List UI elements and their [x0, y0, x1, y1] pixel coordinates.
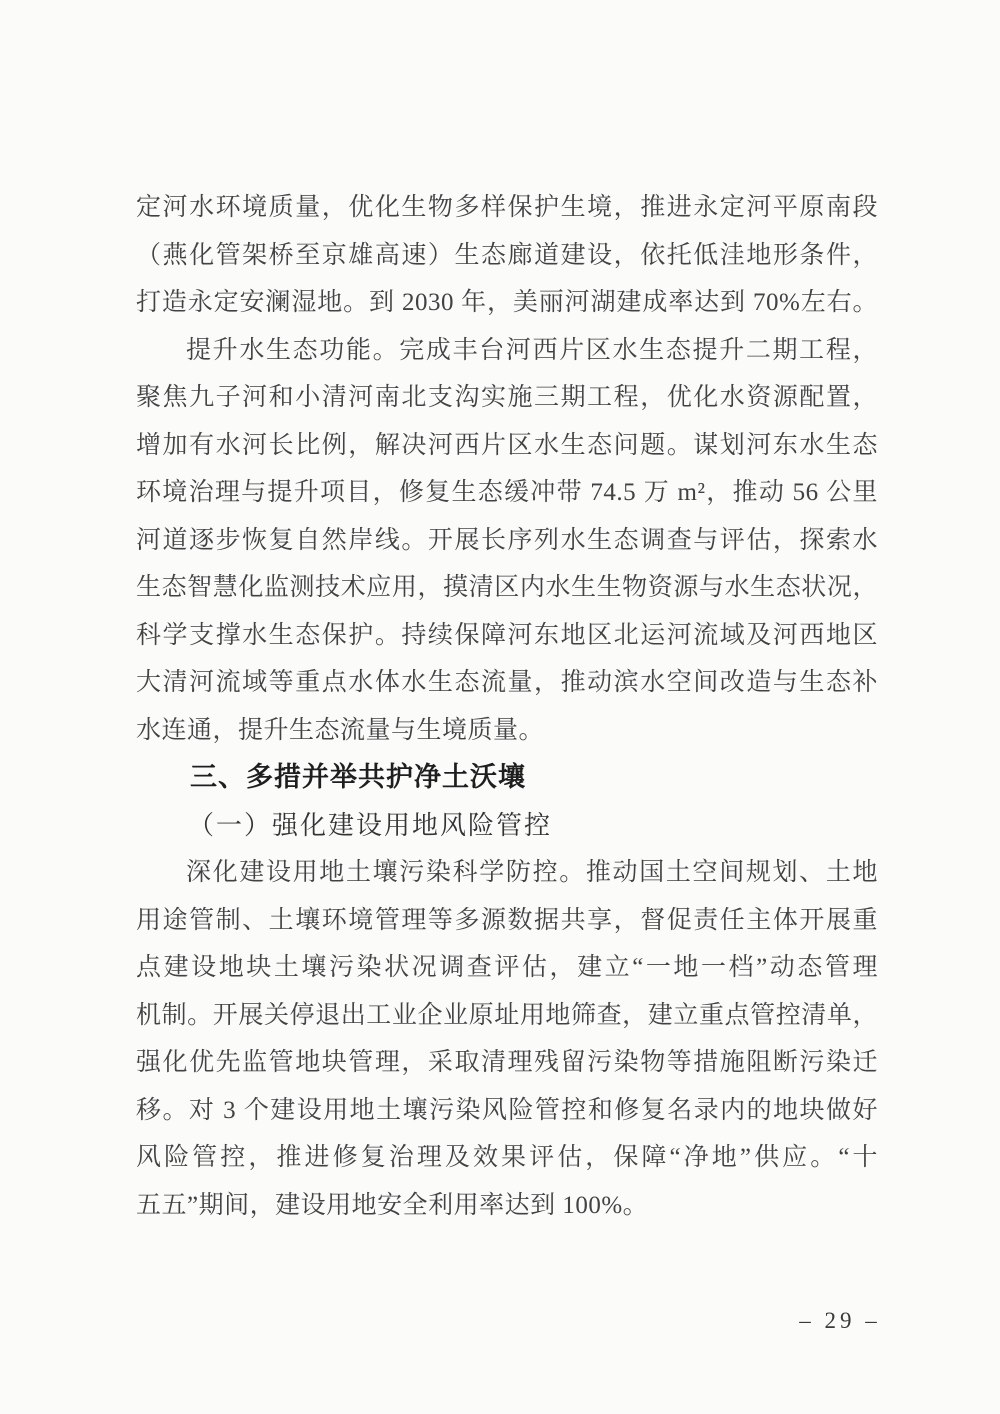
body-line: 强化优先监管地块管理，采取清理残留污染物等措施阻断污染迁: [136, 1049, 878, 1076]
body-line: 大清河流域等重点水体水生态流量，推动滨水空间改造与生态补: [136, 669, 878, 696]
body-line: 河道逐步恢复自然岸线。开展长序列水生态调查与评估，探索水: [136, 526, 878, 554]
body-line: 科学支撑水生态保护。持续保障河东地区北运河流域及河西地区: [136, 621, 878, 649]
body-line: 环境治理与提升项目，修复生态缓冲带 74.5 万 m²，推动 56 公里: [136, 479, 878, 506]
body-line: （燕化管架桥至京雄高速）生态廊道建设，依托低洼地形条件，: [136, 241, 878, 269]
body-line: 提升水生态功能。完成丰台河西片区水生态提升二期工程，: [186, 336, 878, 364]
body-line: 用途管制、土壤环境管理等多源数据共享，督促责任主体开展重: [136, 906, 878, 934]
body-line: 生态智慧化监测技术应用，摸清区内水生生物资源与水生态状况，: [136, 574, 878, 601]
body-line: 机制。开展关停退出工业企业原址用地筛查，建立重点管控清单，: [136, 1001, 878, 1029]
body-line: 移。对 3 个建设用地土壤污染风险管控和修复名录内的地块做好: [136, 1096, 878, 1124]
section-heading: 三、多措并举共护净土沃壤: [190, 762, 526, 792]
page-content: [136, 184, 878, 1229]
body-line: 打造永定安澜湿地。到 2030 年，美丽河湖建成率达到 70%左右。: [136, 289, 878, 316]
paragraph-continuation: [136, 184, 878, 327]
page-number: – 29 –: [799, 1308, 881, 1333]
body-line: 风险管控，推进修复治理及效果评估，保障“净地”供应。“十: [136, 1144, 878, 1171]
body-line: 五五”期间，建设用地安全利用率达到 100%。: [136, 1191, 649, 1219]
body-line: 深化建设用地土壤污染科学防控。推动国土空间规划、土地: [186, 859, 878, 886]
paragraph-soil: [136, 849, 878, 1229]
body-line: 水连通，提升生态流量与生境质量。: [136, 716, 545, 744]
body-line: 聚焦九子河和小清河南北支沟实施三期工程，优化水资源配置，: [136, 384, 878, 411]
body-line: 定河水环境质量，优化生物多样保护生境，推进永定河平原南段: [136, 194, 878, 221]
paragraph-water-ecology: [136, 327, 878, 755]
body-line: 增加有水河长比例，解决河西片区水生态问题。谋划河东水生态: [136, 431, 878, 459]
subsection-heading: （一）强化建设用地风险管控: [188, 810, 553, 840]
body-line: 点建设地块土壤污染状况调查评估，建立“一地一档”动态管理: [136, 954, 878, 981]
